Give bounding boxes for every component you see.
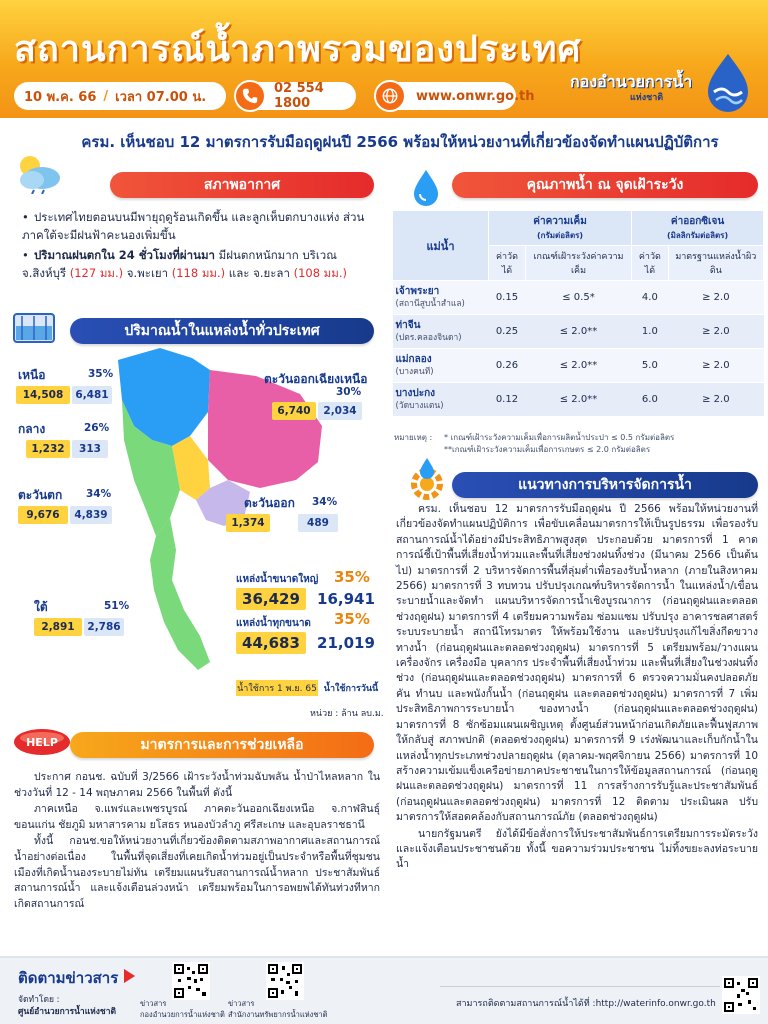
maker-credit: จัดทำโดย : ศูนย์อำนวยการน้ำแห่งชาติ	[18, 995, 116, 1017]
bullet: •	[22, 210, 29, 224]
qr-code-icon	[174, 964, 208, 998]
bullet: •	[22, 248, 29, 262]
river-name: เจ้าพระยา (สถานีสูบน้ำสำแล)	[393, 281, 489, 315]
org-emblem-icon	[698, 52, 758, 114]
phone-number: 02 554 1800	[274, 81, 324, 111]
oxygen-value: 6.0	[632, 383, 669, 417]
weather-banner: สภาพอากาศ	[110, 172, 374, 198]
management-banner: แนวทางการบริหารจัดการน้ำ	[452, 472, 758, 498]
col-oxygen: ค่าออกซิเจน (มิลลิกรัมต่อลิตร)	[632, 211, 764, 246]
region-north-use: 6,481	[72, 386, 112, 404]
all-reservoir-cap: 44,683	[236, 632, 306, 654]
all-reservoir-use: 21,019	[317, 634, 375, 652]
org-subname: แห่งชาติ	[630, 93, 664, 103]
website-pill[interactable]	[378, 82, 535, 110]
col-salinity: ค่าความเค็ม (กรัมต่อลิตร)	[489, 211, 632, 246]
rain-lead: ปริมาณฝนตกใน 24 ชั่วโมงที่ผ่านมา	[34, 248, 216, 262]
legend-usable: น้ำใช้การวันนี้	[323, 684, 379, 694]
salinity-threshold: ≤ 2.0**	[525, 383, 631, 417]
oxygen-value: 5.0	[632, 349, 669, 383]
management-text	[396, 502, 758, 874]
table-row	[393, 281, 764, 315]
region-south-cap: 2,891	[34, 618, 82, 636]
help-badge-text: HELP	[26, 736, 58, 749]
arrow-right-icon	[124, 969, 135, 983]
region-west-name: ตะวันตก	[18, 488, 63, 502]
region-northeast-cap: 6,740	[272, 402, 316, 420]
help-paragraph-2: ภาคเหนือ จ.แพร่และเพชรบูรณ์ ภาคตะวันออกเฉียงเหนือ จ.กาฬสินธุ์ ขอนแก่น ชัยภูมิ มหาสารคาม ยโสธร หนองบัวลำภู ศรีสะเกษ และอุบลราชธานี	[14, 803, 380, 831]
management-paragraph-1: ครม. เห็นชอบ 12 มาตรการรับมือฤดูฝน ปี 2566 พร้อมให้หน่วยงานที่เกี่ยวข้องจัดทำแผนปฏิบัติการ เพื่อขับเคลื่อนมาตรการให้เป็นรูปธรรม เพื่อรองรับสถานการณ์น้ำได้อย่างมีประสิทธิภาพสูงสุด ประกอบด้วย มาตรการที่ 1 คาดการณ์ชี้เป้าพื้นที่เสี่ยงน้ำท่วมและพื้นที่เสี่ยงช่วงฝนทิ้งช่วง (มีนาคม 2566 เป็นต้นไป) มาตรการที่ 2 บริหารจัดการพื้นที่ลุ่มต่ำเพื่อรองรับน้ำหลาก (ภายในสิงหาคม 2566) มาตรการที่ 3 ทบทวน ปรับปรุงเกณฑ์บริหารจัดการน้ำ ในแหล่งน้ำ/เขื่อนระบายน้ำและจัดทำ แผนบริหารจัดการน้ำเชิงบูรณาการ (ก่อนฤดูฝนและตลอดช่วงฤดูฝน) มาตรการที่ 4 เตรียมความพร้อม ซ่อมแซม ปรับปรุง อาคารชลศาสตร์ ระบบระบายน้ำ สถานีโทรมาตร ให้พร้อมใช้งาน และปรับปรุงแก้ไขสิ่งกีดขวางทางน้ำ (ก่อนฤดูฝนและตลอดช่วงฤดูฝน) มาตรการที่ 5 เตรียมพร้อม/วางแผนเครื่องจักร เครื่องมือ บุคลากร ประจำพื้นที่เสี่ยงน้ำท่วม และพื้นที่เสี่ยงในช่วงฝนทิ้งช่วง (ก่อนฤดูฝนและตลอดช่วงฤดูฝน) มาตรการที่ 6 ตรวจความมั่นคงปลอดภัย คัน ทำนบ และพนังกั้นน้ำ (ก่อนฤดูฝน และตลอดช่วงฤดูฝน) มาตรการที่ 7 เพิ่มประสิทธิภาพการระบายน้ำ ของทางน้ำ (ก่อนฤดูฝนและตลอดช่วงฤดูฝน) มาตรการที่ 8 ซักซ้อมแผนเผชิญเหตุ ตั้งศูนย์ส่วนหน้าก่อนเกิดภัยและฟื้นฟูสภาพให้กลับสู่ สภาพปกติ (ตลอดช่วงฤดูฝน) มาตรการที่ 9 เร่งพัฒนาและเก็บกักน้ำในแหล่งน้ำทุกประเภทช่วงปลายฤดูฝน (ตุลาคม-พฤศจิกายน 2566) มาตรการที่ 10 สร้างความเข้มแข็งเครือข่ายภาคประชาชนในการให้ข้อมูลสถานการณ์ (ก่อนฤดูฝนและตลอดช่วงฤดูฝน) มาตรการที่ 11 การสร้างการรับรู้และประชาสัมพันธ์ (ก่อนฤดูฝนและตลอดช่วงฤดูฝน) มาตรการที่ 12 ติดตาม ประเมินผล ปรับมาตรการให้สอดคล้องกับสถานการณ์ภัย (ตลอดช่วงฤดูฝน)	[396, 503, 758, 824]
header	[0, 0, 768, 118]
region-east-use: 489	[298, 514, 338, 532]
qr-code-2[interactable]	[266, 962, 304, 1000]
salinity-value: 0.15	[489, 281, 526, 315]
help-badge-icon	[12, 726, 72, 756]
footer-url[interactable]: สามารถติดตามสถานการณ์น้ำได้ที่ :http://waterinfo.onwr.go.th	[456, 999, 716, 1009]
region-south-pct: 51%	[104, 600, 130, 612]
qr-code-icon	[268, 964, 302, 998]
weather-line-1: • ประเทศไทยตอนบนมีพายุฤดูร้อนเกิดขึ้น และลูกเห็บตกบางแห่ง ส่วนภาคใต้จะมีฝนฟ้าคะนองเพิ่มขึ้น	[22, 210, 365, 242]
col-oxygen-standard: มาตรฐานแหล่งน้ำผิวดิน	[668, 246, 763, 281]
time: เวลา 07.00 น.	[115, 89, 207, 105]
reservoir-banner: ปริมาณน้ำในแหล่งน้ำทั่วประเทศ	[70, 318, 374, 344]
river-name: ท่าจีน (ปตร.คลองจินดา)	[393, 315, 489, 349]
management-paragraph-2: นายกรัฐมนตรี ยังได้มีข้อสั่งการให้ประชาสัมพันธ์การเตรียมการระมัดระวังและแจ้งเตือนประชาชนด้วย ทั้งนี้ ขอความร่วมประชาชน ไม่ทิ้งขยะลงท่อระบายน้ำ	[396, 827, 758, 871]
river-name: บางปะกง (วัดบางแตน)	[393, 383, 489, 417]
region-north-pct: 35%	[88, 368, 114, 380]
region-south-name: ใต้	[34, 600, 48, 614]
all-reservoir-label: แหล่งน้ำทุกขนาด	[236, 618, 311, 629]
date: 10 พ.ค. 66	[24, 89, 97, 105]
salinity-value: 0.12	[489, 383, 526, 417]
region-northeast-name: ตะวันออกเฉียงเหนือ	[264, 372, 368, 386]
gear-icon	[404, 456, 450, 502]
salinity-value: 0.25	[489, 315, 526, 349]
note-1: * เกณฑ์เฝ้าระวังความเค็มเพื่อการผลิตน้ำประปา ≤ 0.5 กรัมต่อลิตร	[444, 433, 675, 442]
rain-value-3: (108 มม.)	[293, 266, 347, 280]
table-row	[393, 315, 764, 349]
region-central-cap: 1,232	[26, 440, 70, 458]
large-reservoir-cap: 36,429	[236, 588, 306, 610]
phone-icon	[234, 80, 266, 112]
help-text	[14, 770, 380, 913]
region-east-pct: 34%	[312, 496, 338, 508]
region-north-name: เหนือ	[18, 368, 46, 382]
region-west-pct: 34%	[86, 488, 112, 500]
salinity-threshold: ≤ 2.0**	[525, 315, 631, 349]
cloud-sun-icon	[10, 150, 64, 194]
col-salinity-measured: ค่าวัดได้	[489, 246, 526, 281]
oxygen-value: 1.0	[632, 315, 669, 349]
qr-2-caption: ข่าวสาร สำนักงานทรัพยากรน้ำแห่งชาติ	[228, 999, 328, 1019]
table-notes	[394, 432, 764, 456]
large-reservoir-label: แหล่งน้ำขนาดใหญ่	[236, 574, 319, 585]
col-salinity-threshold: เกณฑ์เฝ้าระวังค่าความเค็ม	[525, 246, 631, 281]
river-name: แม่กลอง (บางคนที)	[393, 349, 489, 383]
website-url: www.onwr.go.th	[416, 88, 535, 104]
phone-pill[interactable]	[238, 82, 356, 110]
divider	[440, 986, 720, 987]
large-reservoir-pct: 35%	[334, 568, 370, 586]
legend-capacity: น้ำใช้การ 1 พ.ย. 65	[236, 680, 318, 696]
qr-code-3[interactable]	[722, 976, 760, 1014]
oxygen-standard: ≥ 2.0	[668, 383, 763, 417]
globe-icon	[374, 80, 406, 112]
qr-code-1[interactable]	[172, 962, 210, 1000]
rain-value-1: (127 มม.)	[69, 266, 124, 280]
note-2: **เกณฑ์เฝ้าระวังความเค็มเพื่อการเกษตร ≤ 2.0 กรัมต่อลิตร	[444, 445, 651, 454]
quality-banner: คุณภาพน้ำ ณ จุดเฝ้าระวัง	[452, 172, 758, 198]
col-oxygen-measured: ค่าวัดได้	[632, 246, 669, 281]
reservoir-icon	[10, 310, 58, 346]
table-row	[393, 383, 764, 417]
org-name: กองอำนวยการน้ำ	[570, 72, 693, 91]
separator: /	[103, 88, 109, 104]
page-title: สถานการณ์น้ำภาพรวมของประเทศ	[14, 29, 582, 70]
water-drop-icon	[404, 166, 448, 210]
follow-news-title: ติดตามข่าวสาร	[18, 969, 119, 987]
qr-1-caption: ข่าวสาร กองอำนวยการน้ำแห่งชาติ	[140, 999, 225, 1019]
note-label: หมายเหตุ :	[394, 433, 433, 442]
region-east-name: ตะวันออก	[244, 496, 295, 510]
region-central-use: 313	[72, 440, 108, 458]
oxygen-standard: ≥ 2.0	[668, 315, 763, 349]
qr-code-icon	[724, 978, 758, 1012]
region-north-cap: 14,508	[16, 386, 70, 404]
region-west-use: 4,839	[70, 506, 112, 524]
date-pill	[14, 82, 226, 110]
region-south-use: 2,786	[84, 618, 124, 636]
all-reservoir-pct: 35%	[334, 610, 370, 628]
region-central-pct: 26%	[84, 422, 110, 434]
help-banner: มาตรการและการช่วยเหลือ	[70, 732, 374, 758]
salinity-threshold: ≤ 2.0**	[525, 349, 631, 383]
unit-label: หน่วย : ล้าน ลบ.ม.	[310, 709, 384, 719]
salinity-threshold: ≤ 0.5*	[525, 281, 631, 315]
map-south	[150, 518, 210, 670]
large-reservoir-use: 16,941	[317, 590, 375, 608]
region-east-cap: 1,374	[226, 514, 270, 532]
org-logo	[560, 56, 760, 112]
table-row	[393, 349, 764, 383]
help-paragraph-1: ประกาศ กอนช. ฉบับที่ 3/2566 เฝ้าระวังน้ำท่วมฉับพลัน น้ำป่าไหลหลาก ในช่วงวันที่ 12 - 14 พฤษภาคม 2566 ในพื้นที่ ดังนี้	[14, 771, 380, 799]
oxygen-standard: ≥ 2.0	[668, 281, 763, 315]
weather-line-2: • ปริมาณฝนตกใน 24 ชั่วโมงที่ผ่านมา มีฝนตกหนักมาก บริเวณ จ.สิงห์บุรี (127 มม.) จ.พะเยา (118 มม.) และ จ.ยะลา (108 มม.)	[22, 248, 347, 280]
salinity-value: 0.26	[489, 349, 526, 383]
weather-text	[22, 208, 384, 284]
region-northeast-use: 2,034	[318, 402, 362, 420]
rain-value-2: (118 มม.)	[171, 266, 226, 280]
region-central-name: กลาง	[18, 422, 46, 436]
oxygen-standard: ≥ 2.0	[668, 349, 763, 383]
oxygen-value: 4.0	[632, 281, 669, 315]
headline: ครม. เห็นชอบ 12 มาตรการรับมือฤดูฝนปี 2566 พร้อมให้หน่วยงานที่เกี่ยวข้องจัดทำแผนปฏิบัติการ	[81, 133, 719, 151]
help-paragraph-3: ทั้งนี้ กอนช.ขอให้หน่วยงานที่เกี่ยวข้องติดตามสภาพอากาศและสถานการณ์น้ำอย่างต่อเนื่อง ในพื้นที่จุดเสี่ยงที่เคยเกิดน้ำท่วมอยู่เป็นประจำหรือพื้นที่ชุมชนเมืองที่เกิดน้ำนองระบายไม่ทัน เตรียมแผนรับสถานการณ์น้ำหลาก ประชาสัมพันธ์สถานการณ์น้ำ และแจ้งเตือนล่วงหน้า เตรียมพร้อมในการอพยพได้ทันท่วงทีหากเกิดสถานการณ์	[14, 835, 380, 910]
region-northeast-pct: 30%	[336, 386, 362, 398]
region-west-cap: 9,676	[18, 506, 68, 524]
col-river: แม่น้ำ	[393, 211, 489, 281]
water-quality-table	[392, 210, 764, 417]
